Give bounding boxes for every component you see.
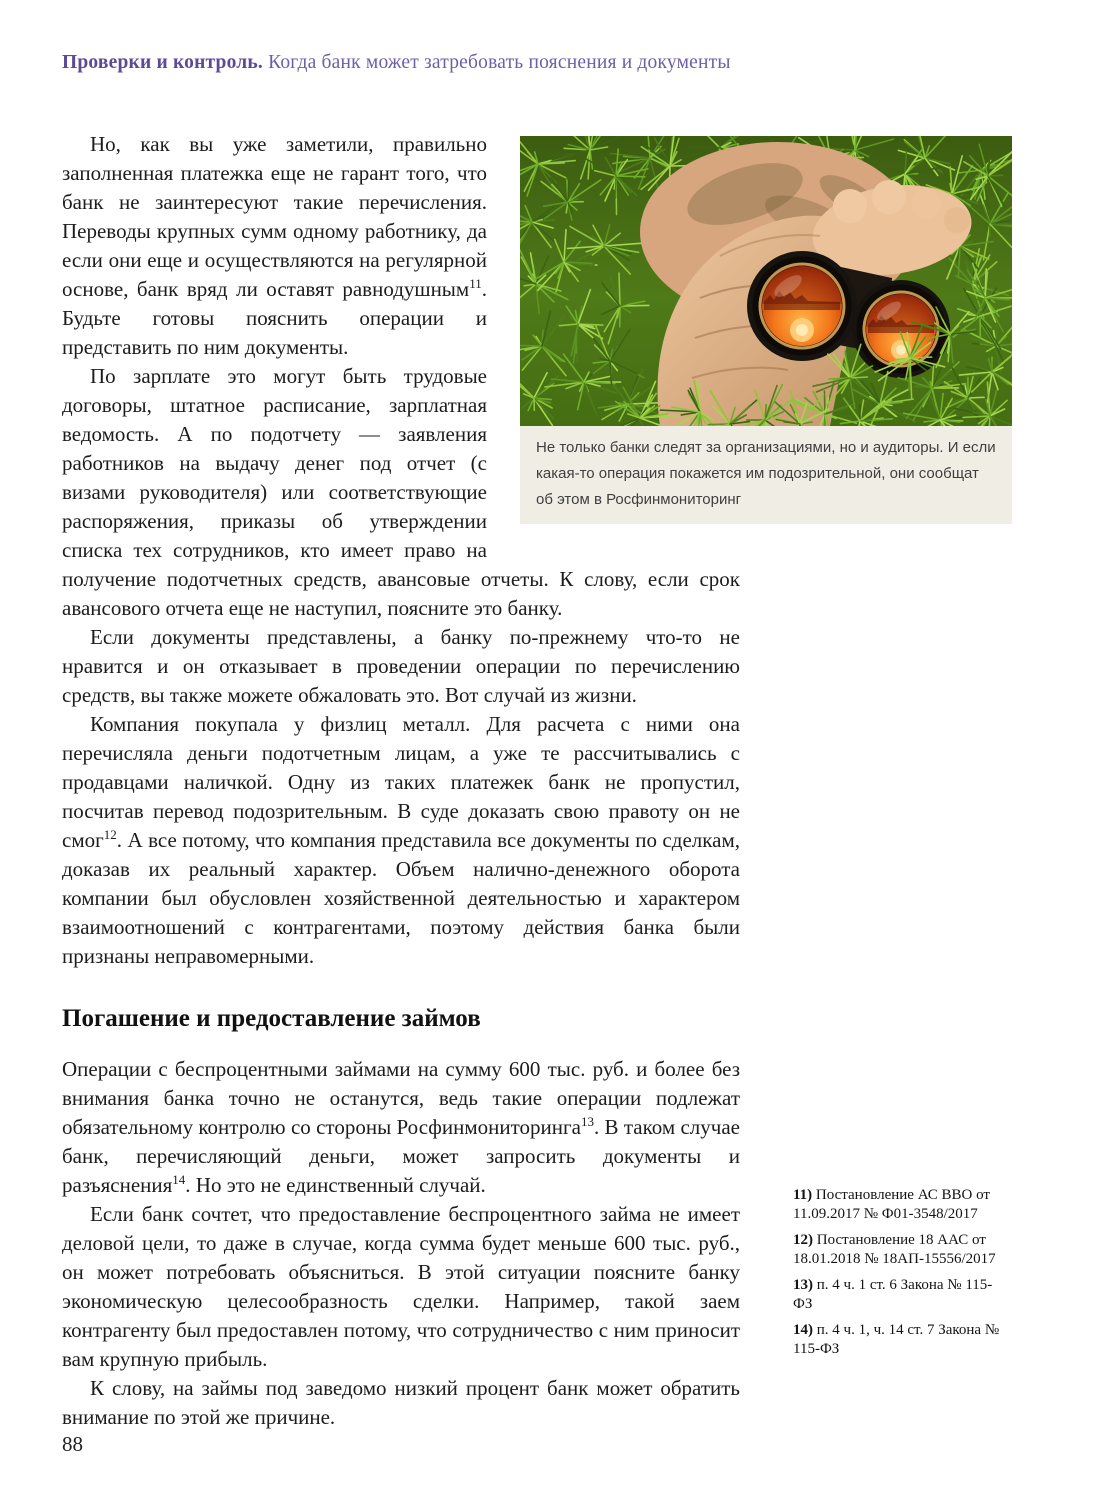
paragraph-5: Операции с беспроцентными займами на сумму 600 тыс. руб. и более без внимания банка точно не останутся, ведь такие операции подлежат обязательному контролю со стороны Росфинмониторинга$^{13}$. В таком случае банк, перечисляющий деньги, может запросить документы и разъяснения$^{14}$. Но это не единственный случай.	[62, 1057, 740, 1197]
rubric-title: Проверки и контроль.	[62, 52, 264, 73]
paragraph-6: Если банк сочтет, что предоставление беспроцентного займа не имеет деловой цели, то даже в случае, когда сумма будет меньше 600 тыс. руб., он может потребовать объясниться. В этой ситуации поясните банку экономическую целесообразность сделки. Например, такой заем контрагенту был предоставлен потому, что сотрудничество с ним приносит вам крупную прибыль.	[62, 1202, 740, 1371]
footnote-ref: 11	[469, 276, 482, 291]
footnote-14	[793, 1321, 1000, 1358]
binoculars-photo	[520, 136, 1012, 426]
page-header	[62, 52, 731, 74]
footnote-ref: 14	[172, 1172, 186, 1187]
footnote-11	[793, 1186, 1000, 1223]
footnote-ref: 12	[103, 827, 117, 842]
paragraph-1: Но, как вы уже заметили, правильно заполненная платежка еще не гарант того, что банк не заинтересуют такие перечисления. Переводы крупных сумм одному работнику, да если они еще и осуществляются на регулярной основе, банк вряд ли оставят равнодушным$^{11}$. Будьте готовы пояснить операции и представить по ним документы.	[62, 132, 487, 359]
paragraph-7: К слову, на займы под заведомо низкий процент банк может обратить внимание по этой же причине.	[62, 1376, 740, 1429]
section-heading: Погашение и предоставление займов	[62, 1005, 481, 1032]
footnotes-column	[793, 1186, 1000, 1366]
footnote-number: 12)	[793, 1232, 813, 1248]
left-lens	[747, 251, 857, 361]
page-number: 88	[62, 1432, 83, 1456]
footnote-number: 11)	[793, 1187, 813, 1203]
footnote-text: п. 4 ч. 1, ч. 14 ст. 7 Закона № 115-ФЗ	[793, 1322, 1000, 1357]
photo-figure	[520, 136, 1012, 524]
photo-caption: Не только банки следят за организациями, но и аудиторы. И если какая-то операция покажется им подозрительной, они сообщат об этом в Росфинмониторинг	[520, 426, 1012, 524]
footnote-13	[793, 1276, 1000, 1313]
paragraph-4: Компания покупала у физлиц металл. Для расчета с ними она перечисляла деньги подотчетным лицам, а уже те рассчитывались с продавцами наличкой. Одну из таких платежек банк не пропустил, посчитав перевод подозрительным. В суде доказать свою правоту он не смог$^{12}$. А все потому, что компания представила все документы по сделкам, доказав их реальный характер. Объем налично-денежного оборота компании был обусловлен хозяйственной деятельностью и характером взаимоотношений с контрагентами, поэтому действия банка были признаны неправомерными.	[62, 712, 740, 968]
article-title: Когда банк может затребовать пояснения и документы	[263, 52, 731, 73]
binoculars-photo-illustration	[520, 136, 1012, 426]
footnote-12	[793, 1231, 1000, 1268]
footnote-number: 13)	[793, 1277, 813, 1293]
footnote-number: 14)	[793, 1322, 813, 1338]
paragraph-3: Если документы представлены, а банку по-прежнему что-то не нравится и он отказывает в проведении операции по перечислению средств, вы также можете обжаловать это. Вот случай из жизни.	[62, 625, 740, 707]
footnote-text: п. 4 ч. 1 ст. 6 Закона № 115-ФЗ	[793, 1277, 993, 1312]
paragraph-2: По зарплате это могут быть трудовые договоры, штатное расписание, зарплатная ведомость. А по подотчету — заявления работников на выдачу денег под отчет (с визами руководителя) или соответствующие распоряжения, приказы об утверждении списка тех сотрудников, кто имеет право на получение подотчетных средств, авансовые отчеты. К слову, если срок авансового отчета еще не наступил, поясните это банку.	[62, 364, 740, 620]
footnote-text: Постановление АС ВВО от 11.09.2017 № Ф01-3548/2017	[793, 1187, 990, 1222]
footnote-ref: 13	[580, 1114, 594, 1129]
footnote-text: Постановление 18 ААС от 18.01.2018 № 18АП-15556/2017	[793, 1232, 996, 1267]
